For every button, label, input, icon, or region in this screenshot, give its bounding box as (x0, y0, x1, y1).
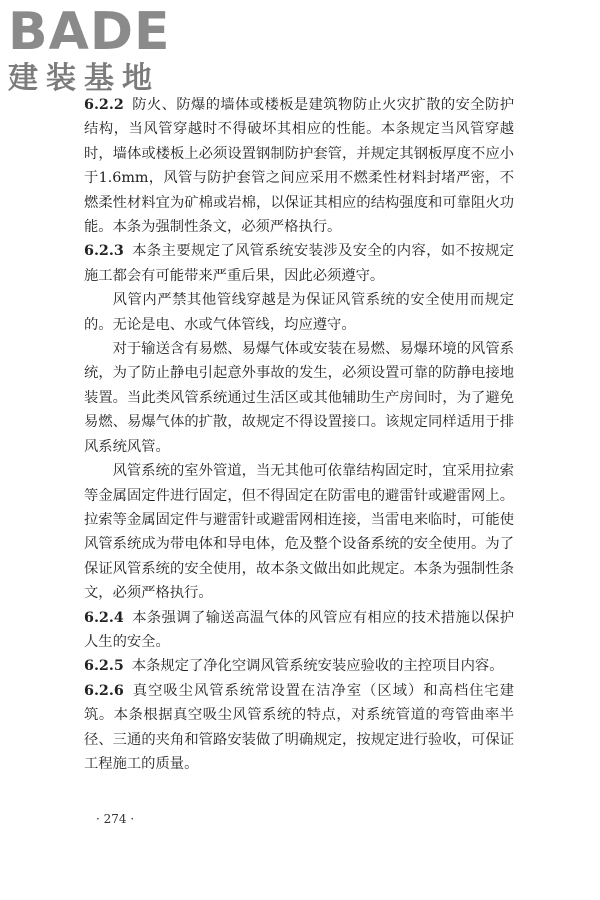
document-body (84, 93, 514, 776)
section-6-2-2 (84, 93, 514, 239)
paragraph: 对于输送含有易燃、易爆气体或安装在易燃、易爆环境的风管系统，为了防止静电引起意外事故的发生，必须设置可靠的防静电接地装置。当此类风管系统通过生活区或其他辅助生产房间时，为了避免易燃、易爆气体的扩散，故规定不得设置接口。该规定同样适用于排风系统风管。 (84, 341, 514, 455)
section-number: 6.2.6 (84, 682, 124, 699)
section-6-2-3 (84, 239, 514, 288)
section-number: 6.2.4 (84, 609, 124, 626)
section-text: 本条主要规定了风管系统安装涉及安全的内容，如不按规定施工都会有可能带来严重后果，因此必须遵守。 (84, 243, 514, 284)
brand-logo (8, 4, 176, 96)
section-number: 6.2.2 (84, 97, 124, 113)
paragraph: 风管系统的室外管道，当无其他可依靠结构固定时，宜采用拉索等金属固定件进行固定，但不得固定在防雷电的避雷针或避雷网上。拉索等金属固定件与避雷针或避雷网相连接，当雷电来临时，可能使风管系统成为带电体和导电体，危及整个设备系统的安全使用。为了保证风管系统的安全使用，故本条文做出如此规定。本条为强制性条文，必须严格执行。 (84, 463, 514, 602)
paragraph: 风管内严禁其他管线穿越是为保证风管系统的安全使用而规定的。无论是电、水或气体管线，均应遵守。 (84, 292, 514, 333)
logo-subtitle: 建装基地 (8, 61, 160, 96)
section-number: 6.2.5 (84, 658, 124, 675)
section-number: 6.2.3 (84, 243, 124, 260)
section-6-2-5 (84, 654, 514, 678)
section-text: 真空吸尘风管系统常设置在洁净室（区域）和高档住宅建筑。本条根据真空吸尘风管系统的特点，对系统管道的弯管曲率半径、三通的夹角和管路安装做了明确规定，按规定进行验收，可保证工程施工的质量。 (84, 682, 514, 772)
page-number: · 274 · (96, 812, 135, 826)
section-6-2-6 (84, 679, 514, 777)
section-text: 防火、防爆的墙体或楼板是建筑物防止火灾扩散的安全防护结构，当风管穿越时不得破坏其相应的性能。本条规定当风管穿越时，墙体或楼板上必须设置钢制防护套管，并规定其钢板厚度不应小于1.6mm，风管与防护套管之间应采用不燃柔性材料封堵严密，不燃柔性材料宜为矿棉或岩棉，以保证其相应的结构强度和可靠阻火功能。本条为强制性条文，必须严格执行。 (84, 97, 514, 236)
section-text: 本条规定了净化空调风管系统安装应验收的主控项目内容。 (131, 658, 504, 675)
section-6-2-4 (84, 606, 514, 655)
logo-wordmark: BADE (8, 2, 171, 62)
section-text: 本条强调了输送高温气体的风管应有相应的技术措施以保护人生的安全。 (84, 609, 514, 650)
